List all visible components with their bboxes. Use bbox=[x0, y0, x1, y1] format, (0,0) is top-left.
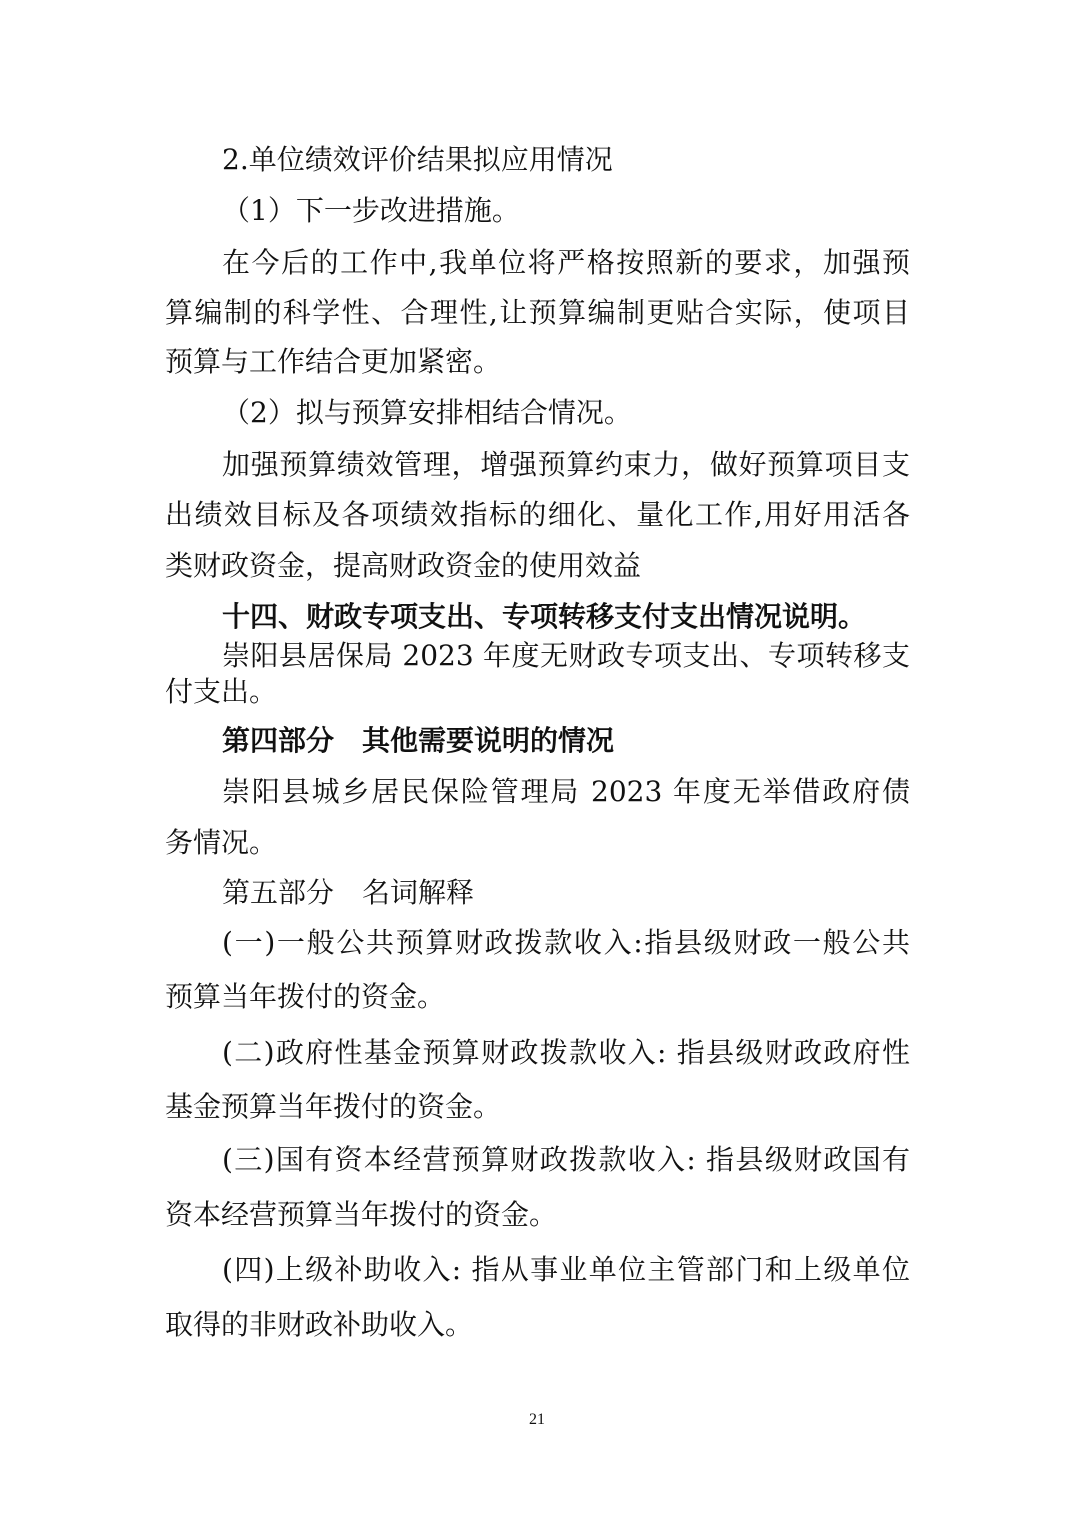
paragraph-line: 崇阳县城乡居民保险管理局 2023 年度无举借政府债 bbox=[222, 775, 910, 808]
part-heading: 第五部分 名词解释 bbox=[222, 876, 475, 909]
paragraph-line: 出绩效目标及各项绩效指标的细化、量化工作,用好用活各 bbox=[165, 498, 910, 531]
paragraph-line: 算编制的科学性、合理性,让预算编制更贴合实际，使项目 bbox=[165, 296, 910, 329]
definition-line: (一)一般公共预算财政拨款收入:指县级财政一般公共 bbox=[222, 926, 910, 959]
paragraph-line: 加强预算绩效管理，增强预算约束力，做好预算项目支 bbox=[222, 448, 910, 481]
part-heading: 第四部分 其他需要说明的情况 bbox=[222, 724, 615, 757]
paragraph-line: 在今后的工作中,我单位将严格按照新的要求，加强预 bbox=[222, 246, 910, 279]
subsection-heading: 2.单位绩效评价结果拟应用情况 bbox=[222, 143, 613, 176]
page-number: 21 bbox=[529, 1411, 545, 1428]
definition-line: 预算当年拨付的资金。 bbox=[165, 980, 446, 1013]
item-heading: （2）拟与预算安排相结合情况。 bbox=[222, 396, 632, 429]
paragraph-line: 类财政资金，提高财政资金的使用效益 bbox=[165, 549, 642, 582]
definition-line: 基金预算当年拨付的资金。 bbox=[165, 1090, 502, 1123]
definition-line: (三)国有资本经营预算财政拨款收入: 指县级财政国有 bbox=[222, 1143, 910, 1176]
definition-line: 取得的非财政补助收入。 bbox=[165, 1308, 474, 1341]
item-heading: （1）下一步改进措施。 bbox=[222, 194, 520, 227]
definition-line: 资本经营预算当年拨付的资金。 bbox=[165, 1198, 558, 1231]
section-heading: 十四、财政专项支出、专项转移支付支出情况说明。 bbox=[222, 600, 867, 633]
paragraph-line: 崇阳县居保局 2023 年度无财政专项支出、专项转移支 bbox=[222, 639, 910, 672]
definition-line: (二)政府性基金预算财政拨款收入: 指县级财政政府性 bbox=[222, 1036, 910, 1069]
paragraph-line: 预算与工作结合更加紧密。 bbox=[165, 345, 502, 378]
paragraph-line: 付支出。 bbox=[165, 675, 278, 708]
definition-line: (四)上级补助收入: 指从事业单位主管部门和上级单位 bbox=[222, 1253, 910, 1286]
paragraph-line: 务情况。 bbox=[165, 826, 278, 859]
